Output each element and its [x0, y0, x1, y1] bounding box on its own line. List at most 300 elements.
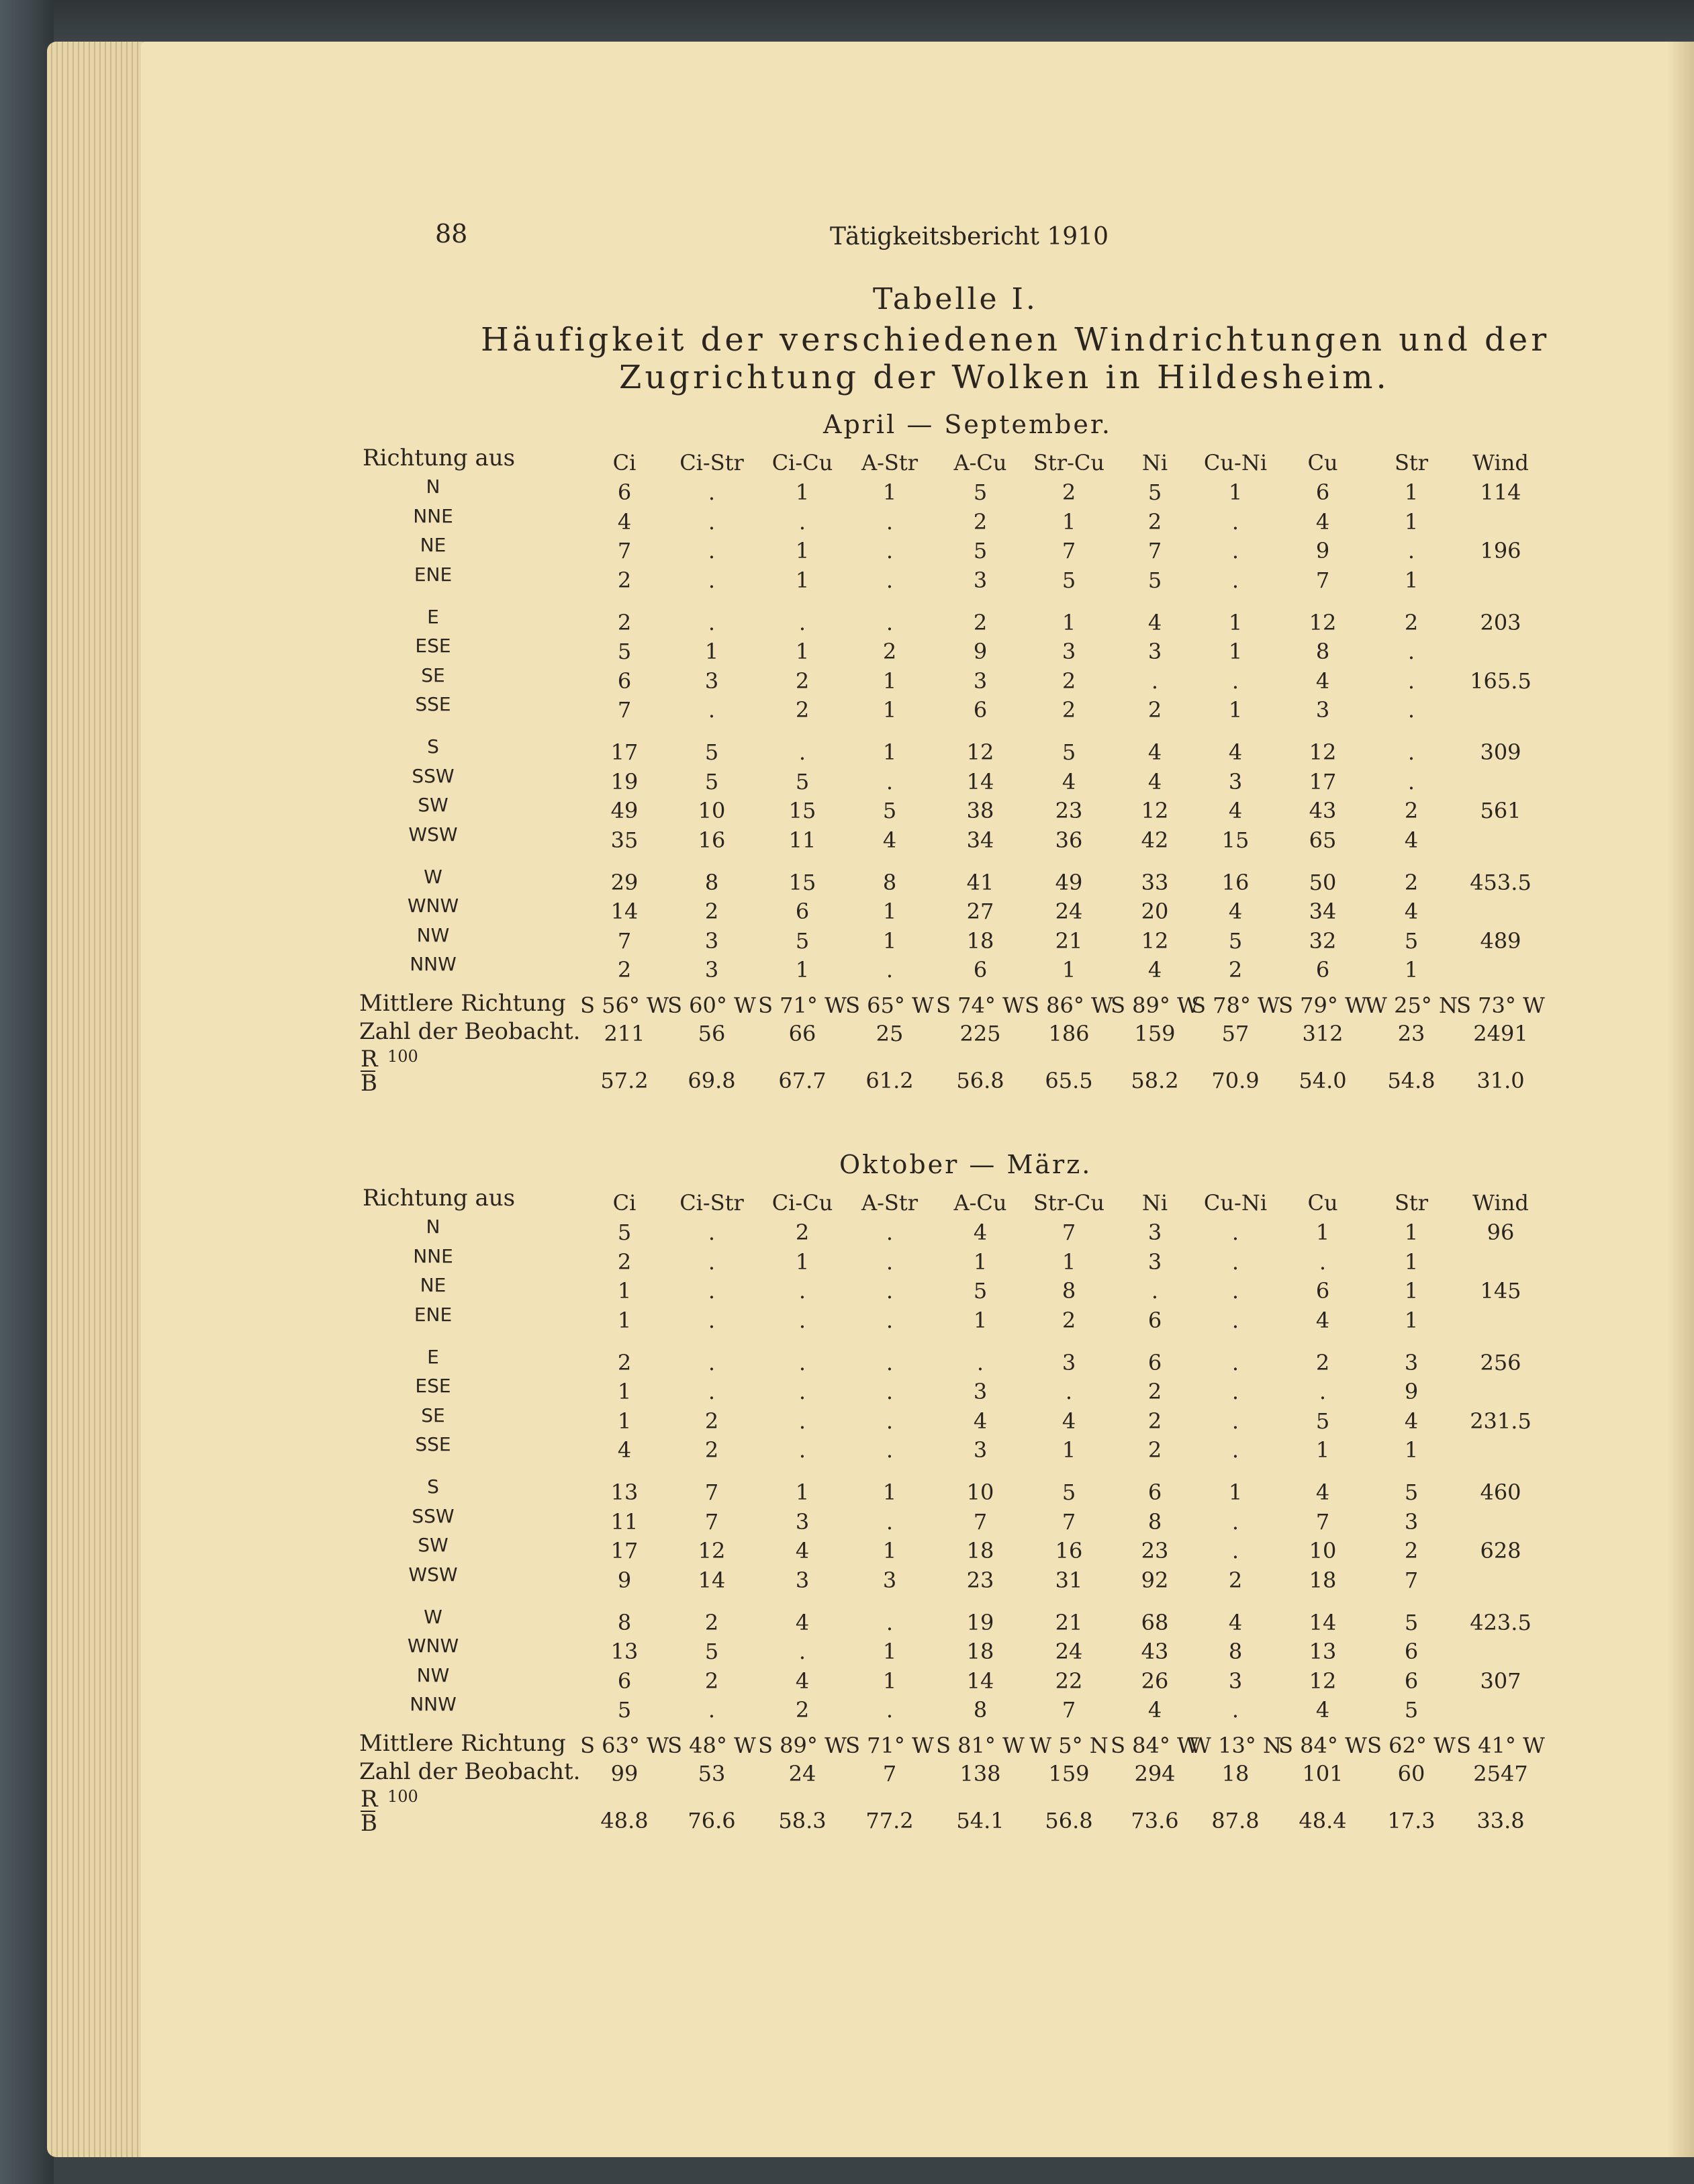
table-cell: .: [1407, 739, 1415, 765]
direction-label: ESE: [415, 1375, 451, 1397]
table-cell: 4: [795, 1668, 810, 1694]
table-cell: 6: [1147, 1480, 1162, 1505]
observation-count-value: 159: [1048, 1761, 1090, 1786]
table-cell: .: [1407, 668, 1415, 694]
table-cell: 10: [966, 1480, 994, 1505]
table-cell: 16: [1221, 869, 1250, 895]
table-cell: 8: [882, 869, 897, 895]
table-cell: 17: [610, 1538, 639, 1563]
page-edges: [47, 42, 154, 2157]
direction-label: N: [426, 475, 440, 498]
table-cell: 1: [1404, 508, 1419, 535]
direction-label: NNW: [410, 1693, 457, 1715]
direction-label: WNW: [407, 1635, 459, 1657]
table-cell: 11: [788, 827, 816, 853]
ratio-label: [361, 1046, 418, 1097]
table-cell: 8: [1062, 1278, 1076, 1304]
table-cell: 2: [973, 508, 988, 535]
table-cell: 1: [617, 1408, 632, 1434]
wind-value: 307: [1480, 1668, 1521, 1694]
cover-top-edge: [0, 0, 1694, 42]
mean-direction-value: S 41° W: [1456, 1733, 1545, 1758]
table-cell: 1: [1228, 1480, 1243, 1505]
table-cell: 4: [1404, 1408, 1419, 1434]
wind-value: 165.5: [1470, 668, 1532, 694]
table-cell: .: [798, 1639, 806, 1664]
table-cell: 21: [1055, 1609, 1083, 1635]
table-cell: 1: [1404, 1437, 1419, 1463]
mean-direction-value: S 89° W: [1111, 993, 1199, 1018]
table-cell: 1: [882, 899, 897, 924]
table-cell: 1: [1062, 609, 1076, 635]
direction-label: ENE: [414, 1303, 453, 1326]
table-cell: 2: [1147, 1437, 1162, 1463]
observation-count-value: 7: [882, 1761, 897, 1786]
table-cell: 3: [704, 927, 719, 954]
ratio-value: 54.1: [956, 1808, 1004, 1833]
table-cell: 14: [610, 899, 639, 924]
ratio-value: 65.5: [1045, 1068, 1093, 1093]
table-cell: 14: [1309, 1609, 1337, 1635]
table-cell: 1: [1404, 1220, 1419, 1245]
table-cell: .: [1231, 1437, 1239, 1463]
direction-label: E: [427, 1345, 439, 1368]
table-cell: 7: [1062, 538, 1076, 563]
table-cell: 4: [1315, 508, 1330, 535]
direction-label: ESE: [415, 635, 451, 657]
table-cell: 6: [1147, 1307, 1162, 1333]
table-cell: 7: [704, 1480, 719, 1505]
table-cell: 2: [1404, 869, 1419, 895]
observation-count-value: 159: [1134, 1021, 1176, 1046]
table-cell: 5: [704, 739, 719, 765]
table-cell: .: [886, 1278, 894, 1304]
table-cell: 4: [1228, 739, 1243, 765]
direction-label: W: [424, 1605, 442, 1628]
ratio-value: 17.3: [1387, 1808, 1436, 1833]
mean-direction-value: S 60° W: [667, 993, 756, 1018]
direction-label: NNW: [410, 953, 457, 975]
table-cell: 1: [1062, 1437, 1076, 1463]
table-cell: 4: [1315, 1480, 1330, 1505]
table-cell: 12: [1309, 1668, 1337, 1694]
mean-direction-value: S 71° W: [758, 993, 847, 1018]
table-cell: 7: [617, 927, 632, 954]
ratio-value: 61.2: [865, 1068, 914, 1093]
table-cell: 2: [617, 1248, 632, 1275]
table-cell: 5: [1147, 480, 1162, 505]
column-header: Cu: [1307, 1190, 1338, 1216]
direction-label: W: [424, 865, 442, 888]
table-cell: 2: [795, 668, 810, 694]
table-cell: 1: [617, 1307, 632, 1333]
table-cell: .: [886, 508, 894, 535]
table-cell: .: [1151, 668, 1159, 694]
observation-count-value: 23: [1397, 1021, 1425, 1046]
page-number: 88: [435, 219, 468, 248]
observation-count-value: 53: [698, 1761, 726, 1786]
table-cell: .: [1151, 1278, 1159, 1304]
observation-count-value: 60: [1397, 1761, 1425, 1786]
table-cell: .: [886, 957, 894, 983]
table-cell: 1: [795, 567, 810, 593]
direction-label: SW: [418, 1534, 449, 1556]
table-cell: 2: [1228, 1567, 1243, 1593]
table-cell: 10: [1309, 1538, 1337, 1563]
direction-label: WNW: [407, 895, 459, 917]
table-cell: 24: [1055, 899, 1083, 924]
table-cell: .: [708, 480, 716, 505]
table-cell: 38: [966, 798, 994, 823]
table-cell: 3: [1062, 639, 1076, 664]
mean-direction-value: S 73° W: [1456, 993, 1545, 1018]
ratio-value: 56.8: [956, 1068, 1004, 1093]
table-cell: 4: [1147, 1697, 1162, 1723]
table-cell: .: [1231, 567, 1239, 593]
table-cell: 1: [1228, 639, 1243, 664]
table-cell: 15: [788, 869, 816, 895]
table-cell: 4: [1404, 899, 1419, 924]
table-cell: .: [886, 768, 894, 794]
table-cell: 7: [1315, 567, 1330, 593]
table-cell: 1: [1315, 1437, 1330, 1463]
table-cell: 5: [617, 1697, 632, 1723]
table-cell: 4: [1147, 609, 1162, 635]
observation-count-label: Zahl der Beobacht.: [359, 1018, 581, 1045]
table-cell: 1: [1404, 1248, 1419, 1275]
table-cell: 35: [610, 827, 639, 853]
table-cell: .: [1407, 639, 1415, 664]
observation-count-label: Zahl der Beobacht.: [359, 1758, 581, 1785]
table-cell: 36: [1055, 827, 1083, 853]
table-cell: 3: [1147, 1220, 1162, 1245]
table-cell: 6: [1315, 480, 1330, 505]
table-title-line-1: Häufigkeit der verschiedenen Windrichtungen und der: [481, 321, 1550, 359]
table-cell: 43: [1309, 798, 1337, 823]
table-cell: 4: [617, 508, 632, 535]
table-cell: 1: [1404, 957, 1419, 983]
table-cell: 1: [882, 480, 897, 505]
table-cell: .: [1407, 538, 1415, 563]
ratio-value: 87.8: [1211, 1808, 1260, 1833]
direction-label: SSE: [415, 693, 451, 715]
ratio-value: 76.6: [688, 1808, 736, 1833]
table-cell: 2: [704, 899, 719, 924]
table-cell: 3: [973, 1437, 988, 1463]
table-cell: 3: [795, 1567, 810, 1593]
table-cell: 7: [1315, 1508, 1330, 1535]
observation-count-value: 312: [1302, 1021, 1344, 1046]
table-cell: 5: [1062, 739, 1076, 765]
ratio-value: 73.6: [1131, 1808, 1179, 1833]
page-shadow: [1667, 42, 1694, 2157]
table-cell: 5: [973, 538, 988, 563]
column-header: Str-Cu: [1033, 450, 1104, 475]
table-cell: 1: [882, 697, 897, 723]
table-cell: 4: [1404, 827, 1419, 853]
table-cell: .: [708, 1307, 716, 1333]
table-cell: .: [798, 1349, 806, 1375]
column-header: Ci-Str: [679, 450, 744, 475]
table-cell: 1: [1228, 480, 1243, 505]
table-cell: 50: [1309, 869, 1337, 895]
direction-label: SSE: [415, 1433, 451, 1455]
mean-direction-value: S 48° W: [667, 1733, 756, 1758]
period-heading: April — September.: [823, 410, 1112, 439]
ratio-value: 31.0: [1476, 1068, 1525, 1093]
table-cell: 1: [882, 927, 897, 954]
column-header: Ni: [1141, 450, 1168, 475]
table-cell: 9: [1315, 538, 1330, 563]
table-cell: 12: [698, 1538, 726, 1563]
table-cell: 3: [1147, 639, 1162, 664]
mean-direction-value: S 78° W: [1191, 993, 1280, 1018]
table-cell: 22: [1055, 1668, 1083, 1694]
column-header: Str: [1394, 1190, 1429, 1216]
direction-label: SW: [418, 794, 449, 816]
table-cell: 4: [1315, 668, 1330, 694]
mean-direction-value: S 71° W: [845, 1733, 934, 1758]
observation-count-value: 99: [610, 1761, 639, 1786]
table-cell: .: [886, 1508, 894, 1535]
mean-direction-value: W 25° N: [1365, 993, 1458, 1018]
mean-direction-value: S 62° W: [1367, 1733, 1456, 1758]
table-cell: .: [708, 1697, 716, 1723]
table-cell: 2: [704, 1408, 719, 1434]
column-header: Cu: [1307, 450, 1338, 475]
table-cell: 1: [795, 538, 810, 563]
table-cell: 6: [1147, 1349, 1162, 1375]
table-cell: 2: [795, 1697, 810, 1723]
mean-direction-value: S 81° W: [936, 1733, 1025, 1758]
table-cell: 5: [1147, 567, 1162, 593]
observation-count-value: 211: [604, 1021, 645, 1046]
ratio-value: 54.8: [1387, 1068, 1436, 1093]
table-cell: .: [886, 1220, 894, 1245]
column-header: A-Str: [861, 450, 918, 475]
mean-direction-value: S 65° W: [845, 993, 934, 1018]
column-header: Ci-Cu: [771, 1190, 833, 1216]
table-cell: 19: [966, 1609, 994, 1635]
direction-label: SE: [421, 664, 445, 686]
table-cell: 6: [973, 697, 988, 723]
table-cell: 7: [1147, 538, 1162, 563]
ratio-numerator: R: [361, 1046, 378, 1073]
table-cell: .: [886, 1349, 894, 1375]
column-header: Wind: [1472, 450, 1529, 475]
mean-direction-label: Mittlere Richtung: [359, 990, 566, 1017]
table-cell: 3: [1228, 768, 1243, 794]
observation-count-value: 101: [1302, 1761, 1344, 1786]
table-cell: 2: [1062, 697, 1076, 723]
table-cell: 3: [1147, 1248, 1162, 1275]
table-cell: .: [1231, 1278, 1239, 1304]
table-cell: 2: [1062, 480, 1076, 505]
table-cell: 7: [1062, 1220, 1076, 1245]
wind-value: 114: [1480, 480, 1521, 505]
table-cell: .: [708, 609, 716, 635]
table-cell: 1: [1404, 480, 1419, 505]
table-cell: 49: [610, 798, 639, 823]
direction-label: NE: [420, 534, 446, 556]
ratio-value: 33.8: [1476, 1808, 1525, 1833]
table-cell: 26: [1141, 1668, 1169, 1694]
table-cell: 18: [966, 1639, 994, 1664]
table-cell: 42: [1141, 827, 1169, 853]
table-cell: 5: [704, 1639, 719, 1664]
table-cell: .: [1319, 1248, 1327, 1275]
table-cell: 6: [1404, 1668, 1419, 1694]
table-cell: 1: [882, 668, 897, 694]
table-cell: 5: [704, 768, 719, 794]
table-cell: 10: [698, 798, 726, 823]
table-cell: 1: [882, 739, 897, 765]
table-cell: 7: [973, 1508, 988, 1535]
table-cell: 1: [1228, 609, 1243, 635]
table-cell: .: [886, 567, 894, 593]
direction-label: WSW: [408, 1563, 458, 1586]
table-cell: .: [1319, 1379, 1327, 1404]
ratio-value: 56.8: [1045, 1808, 1093, 1833]
ratio-label: [361, 1786, 418, 1837]
wind-value: 196: [1480, 538, 1521, 563]
table-cell: 6: [1315, 957, 1330, 983]
table-cell: 4: [1147, 957, 1162, 983]
table-cell: .: [798, 1379, 806, 1404]
ratio-value: 57.2: [600, 1068, 649, 1093]
table-cell: 1: [704, 639, 719, 664]
table-cell: 13: [610, 1639, 639, 1664]
direction-label: NE: [420, 1274, 446, 1296]
table-cell: 11: [610, 1508, 639, 1535]
ratio-value: 48.4: [1299, 1808, 1347, 1833]
table-cell: 4: [1228, 899, 1243, 924]
table-cell: .: [1407, 768, 1415, 794]
table-cell: 15: [788, 798, 816, 823]
row-header: Richtung aus: [363, 445, 516, 471]
table-cell: 2: [1315, 1349, 1330, 1375]
table-cell: 4: [1147, 739, 1162, 765]
table-cell: 3: [795, 1508, 810, 1535]
wind-value: 96: [1487, 1220, 1515, 1245]
table-cell: .: [886, 1248, 894, 1275]
table-cell: 3: [1404, 1349, 1419, 1375]
table-cell: .: [1231, 1307, 1239, 1333]
table-cell: 12: [1141, 927, 1169, 954]
table-cell: 5: [617, 1220, 632, 1245]
table-cell: 65: [1309, 827, 1337, 853]
wind-value: 561: [1480, 798, 1521, 823]
row-header: Richtung aus: [363, 1185, 516, 1212]
wind-value: 231.5: [1470, 1408, 1532, 1434]
table-cell: .: [976, 1349, 984, 1375]
table-cell: 12: [1309, 609, 1337, 635]
table-cell: 2: [1147, 1379, 1162, 1404]
table-cell: .: [1065, 1379, 1073, 1404]
table-cell: 33: [1141, 869, 1169, 895]
table-cell: 27: [966, 899, 994, 924]
table-cell: 8: [973, 1697, 988, 1723]
column-header: Ni: [1141, 1190, 1168, 1216]
table-cell: 1: [617, 1379, 632, 1404]
table-cell: 9: [617, 1567, 632, 1593]
table-cell: 16: [1055, 1538, 1083, 1563]
table-cell: 2: [1404, 798, 1419, 823]
table-cell: .: [1231, 1408, 1239, 1434]
table-cell: .: [798, 1307, 806, 1333]
table-cell: .: [1231, 1349, 1239, 1375]
table-cell: 2: [1147, 1408, 1162, 1434]
table-cell: .: [1231, 1248, 1239, 1275]
table-cell: 9: [973, 639, 988, 664]
direction-label: SSW: [412, 764, 455, 787]
table-cell: 6: [1315, 1278, 1330, 1304]
table-cell: 5: [1228, 927, 1243, 954]
table-cell: 1: [882, 1480, 897, 1505]
table-title-line-2: Zugrichtung der Wolken in Hildesheim.: [619, 359, 1390, 396]
table-cell: 23: [1141, 1538, 1169, 1563]
mean-direction-value: S 86° W: [1025, 993, 1113, 1018]
table-cell: 5: [973, 480, 988, 505]
table-cell: 5: [1404, 927, 1419, 954]
table-cell: 2: [1404, 1538, 1419, 1563]
table-cell: 8: [617, 1609, 632, 1635]
table-cell: 7: [617, 538, 632, 563]
ratio-factor: 100: [387, 1787, 418, 1806]
direction-label: NW: [416, 923, 450, 946]
table-cell: 4: [617, 1437, 632, 1463]
table-cell: 1: [882, 1668, 897, 1694]
table-cell: 3: [1062, 1349, 1076, 1375]
observation-count-value: 18: [1221, 1761, 1250, 1786]
table-cell: 4: [973, 1408, 988, 1434]
table-cell: 2: [1062, 1307, 1076, 1333]
table-cell: 34: [966, 827, 994, 853]
table-cell: 3: [1404, 1508, 1419, 1535]
table-cell: 1: [1062, 957, 1076, 983]
table-cell: .: [708, 1220, 716, 1245]
table-cell: 12: [1309, 739, 1337, 765]
table-cell: 2: [1147, 697, 1162, 723]
table-cell: 21: [1055, 927, 1083, 954]
table-cell: 13: [610, 1480, 639, 1505]
ratio-value: 48.8: [600, 1808, 649, 1833]
table-cell: 17: [1309, 768, 1337, 794]
table-cell: .: [1231, 1697, 1239, 1723]
table-cell: 2: [1404, 609, 1419, 635]
table-cell: 49: [1055, 869, 1083, 895]
direction-label: WSW: [408, 823, 458, 846]
mean-direction-value: W 13° N: [1189, 1733, 1282, 1758]
table-cell: 15: [1221, 827, 1250, 853]
table-cell: .: [708, 508, 716, 535]
observation-count-value: 24: [788, 1761, 816, 1786]
table-cell: 7: [1404, 1567, 1419, 1593]
mean-direction-value: S 74° W: [936, 993, 1025, 1018]
table-cell: 2: [795, 1220, 810, 1245]
observation-count-value: 225: [959, 1021, 1001, 1046]
table-cell: 4: [1228, 1609, 1243, 1635]
table-cell: 5: [973, 1278, 988, 1304]
table-cell: 5: [1062, 1480, 1076, 1505]
table-cell: 1: [973, 1307, 988, 1333]
table-cell: 1: [1062, 1248, 1076, 1275]
ratio-numerator: R: [361, 1786, 378, 1813]
ratio-denominator: B: [361, 1070, 377, 1097]
table-cell: 23: [966, 1567, 994, 1593]
table-cell: .: [708, 1349, 716, 1375]
column-header: A-Cu: [953, 1190, 1007, 1216]
